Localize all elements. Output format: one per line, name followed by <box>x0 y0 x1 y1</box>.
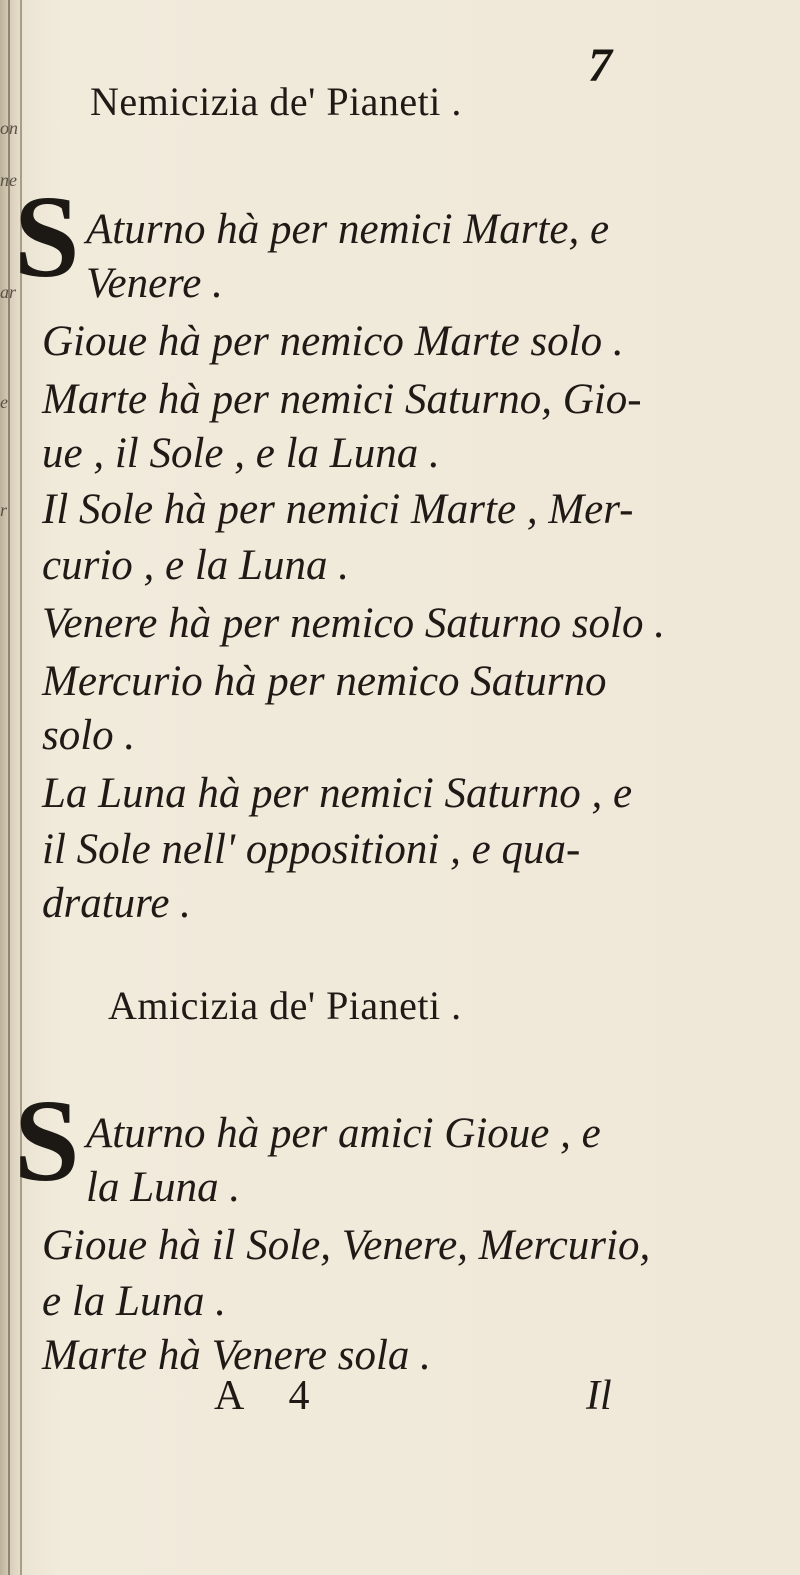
margin-bleed-text: e <box>0 392 8 412</box>
text-line: Venere . <box>86 260 223 307</box>
text-line: La Luna hà per nemici Saturno , e <box>42 770 633 817</box>
text-line: Mercurio hà per nemico Saturno <box>42 658 607 705</box>
drop-cap: S <box>14 1075 80 1206</box>
margin-bleed-text: r <box>0 500 8 520</box>
drop-cap: S <box>14 171 80 302</box>
text-line: solo . <box>42 712 136 759</box>
text-line: Gioue hà il Sole, Venere, Mercurio, <box>42 1222 651 1269</box>
text-line: Aturno hà per nemici Marte, e <box>86 206 610 253</box>
text-line: Il Sole hà per nemici Marte , Mer- <box>42 486 634 533</box>
section-heading-enmity: Nemicizia de' Pianeti . <box>90 79 462 124</box>
section-heading-friendship: Amicizia de' Pianeti . <box>108 983 462 1028</box>
signature-mark: A 4 <box>214 1373 328 1419</box>
margin-bleed-text: ne <box>0 170 17 190</box>
text-line: drature . <box>42 880 191 927</box>
text-line: Marte hà per nemici Saturno, Gio- <box>42 376 642 423</box>
text-line: Venere hà per nemico Saturno solo . <box>42 600 665 647</box>
margin-bleed-text: on <box>0 118 18 138</box>
text-line: Marte hà Venere sola . <box>42 1332 431 1379</box>
text-line: il Sole nell' oppositioni , e qua- <box>42 826 581 873</box>
spine-rule <box>8 0 10 1575</box>
text-line: curio , e la Luna . <box>42 542 349 589</box>
catchword: Il <box>586 1373 612 1419</box>
margin-bleed-text: ar <box>0 282 17 302</box>
text-line: ue , il Sole , e la Luna . <box>42 430 440 477</box>
text-line: e la Luna . <box>42 1278 226 1325</box>
text-line: Aturno hà per amici Gioue , e <box>86 1110 601 1157</box>
text-line: la Luna . <box>86 1164 241 1211</box>
text-line: Gioue hà per nemico Marte solo . <box>42 318 624 365</box>
page-number: 7 <box>588 39 612 92</box>
